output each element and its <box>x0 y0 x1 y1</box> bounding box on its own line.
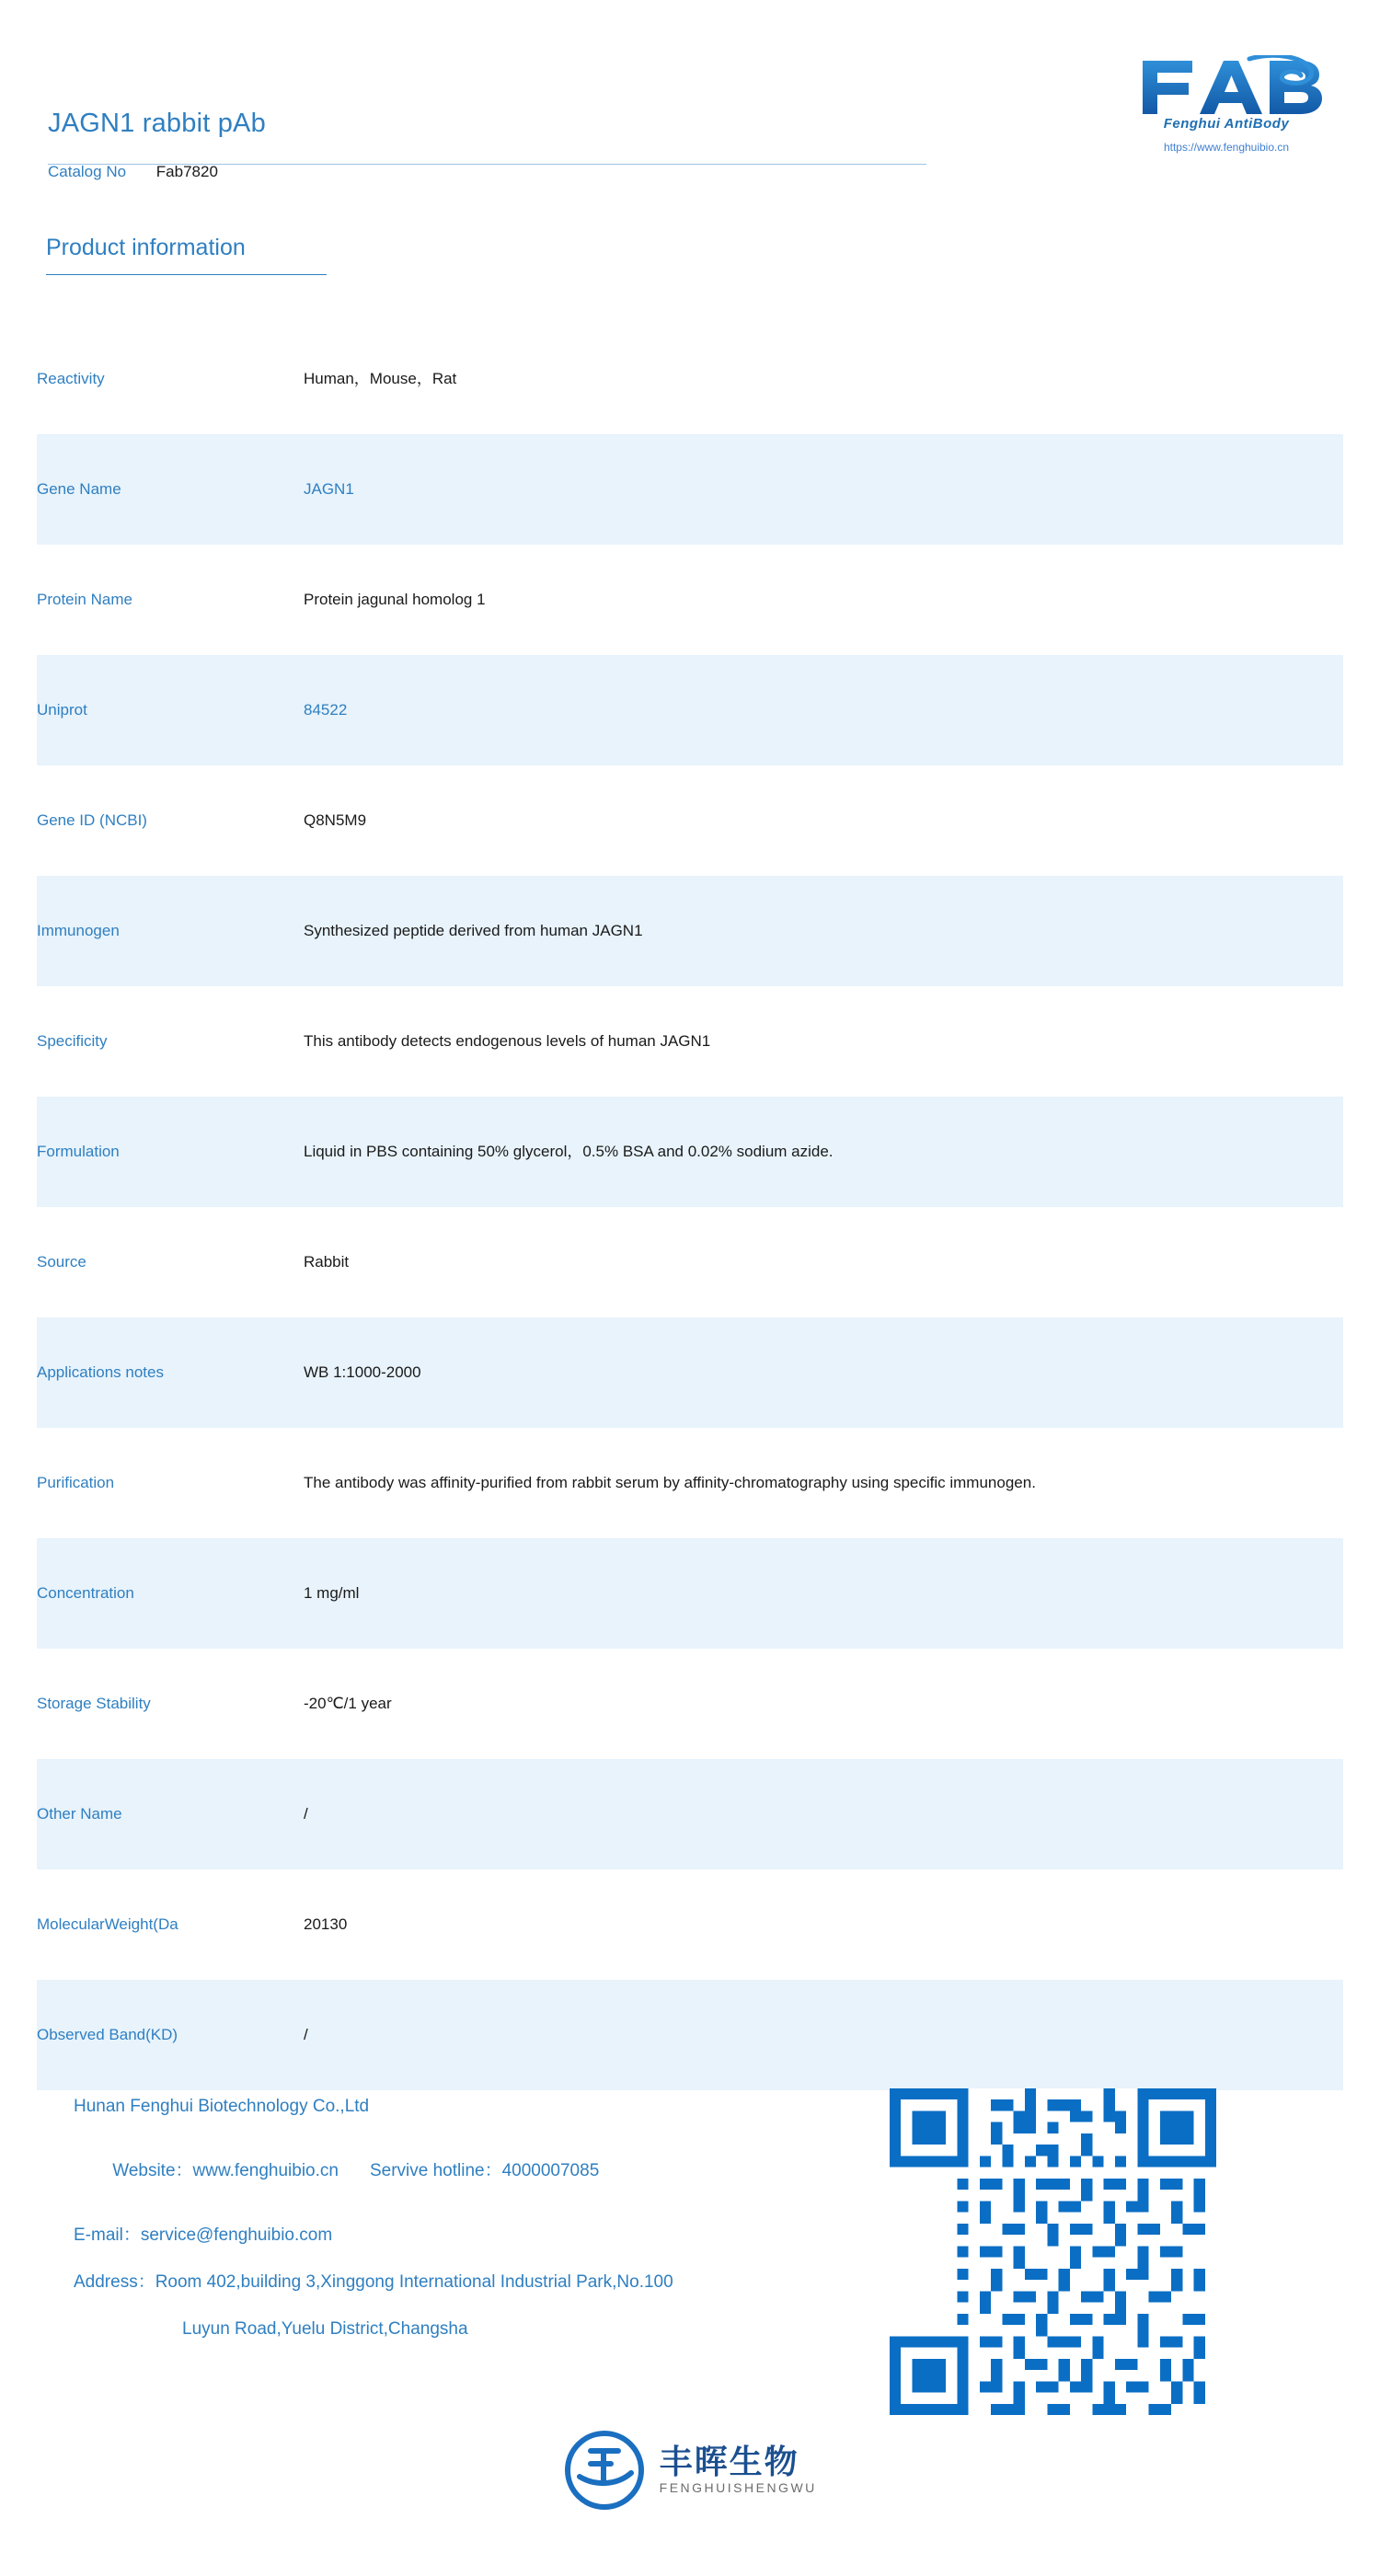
product-information-table <box>37 324 1343 2090</box>
footer-website-hotline <box>74 2145 957 2197</box>
row-value: WB 1:1000-2000 <box>304 1363 421 1381</box>
row-value: / <box>304 2025 308 2043</box>
row-label: Gene Name <box>37 480 121 498</box>
qr-code-icon <box>890 2088 1216 2415</box>
row-value: Liquid in PBS containing 50% glycerol，0.5% BSA and 0.02% sodium azide. <box>304 1142 834 1160</box>
row-value: / <box>304 1804 308 1823</box>
bottom-logo-inner <box>563 2429 817 2525</box>
table-row <box>37 1317 1343 1428</box>
fab-logo-icon <box>1111 55 1341 120</box>
row-label: Concentration <box>37 1584 134 1602</box>
section-heading-underline <box>46 274 327 275</box>
table-row <box>37 1869 1343 1980</box>
row-label: Protein Name <box>37 591 132 608</box>
table-row <box>37 1097 1343 1207</box>
catalog-value: Fab7820 <box>155 163 218 180</box>
table-row <box>37 1428 1343 1538</box>
row-value: Rabbit <box>304 1252 350 1271</box>
bottom-logo-en: FENGHUISHENGWU <box>659 2479 817 2495</box>
table-row <box>37 876 1343 986</box>
footer-contact-block <box>74 2098 957 2367</box>
table-row <box>37 1759 1343 1869</box>
catalog-row <box>48 163 218 181</box>
table-row <box>37 324 1343 434</box>
row-label: Observed Band(KD) <box>37 2026 178 2043</box>
table-row <box>37 986 1343 1097</box>
table-row <box>37 765 1343 876</box>
row-label: Uniprot <box>37 701 87 719</box>
page-title: JAGN1 rabbit pAb <box>48 109 266 138</box>
table-row <box>37 1649 1343 1759</box>
row-label: Applications notes <box>37 1363 164 1381</box>
row-label: Formulation <box>37 1143 120 1160</box>
footer-address-line1: Address：Room 402,building 3,Xinggong International Industrial Park,No.100 <box>74 2272 673 2292</box>
row-label: Storage Stability <box>37 1695 151 1712</box>
logo-subtitle: Fenghui AntiBody <box>1163 116 1290 132</box>
row-label: Immunogen <box>37 922 120 939</box>
table-row <box>37 434 1343 545</box>
footer-hotline: Servive hotline：4000007085 <box>369 2161 600 2180</box>
table-body <box>37 324 1343 2090</box>
row-value: Q8N5M9 <box>304 811 367 829</box>
footer-address-line2: Luyun Road,Yuelu District,Changsha <box>182 2319 468 2339</box>
row-value: Human，Mouse，Rat <box>304 369 457 387</box>
footer-company: Hunan Fenghui Biotechnology Co.,Ltd <box>74 2097 370 2116</box>
footer-website: Website：www.fenghuibio.cn <box>112 2161 339 2180</box>
section-heading: Product information <box>46 235 246 260</box>
row-label: Reactivity <box>37 370 105 387</box>
row-label: MolecularWeight(Da <box>37 1915 178 1933</box>
table-row <box>37 545 1343 655</box>
row-value: 20130 <box>304 1915 348 1933</box>
footer-email: E-mail：service@fenghuibio.com <box>74 2225 333 2245</box>
table-row <box>37 655 1343 765</box>
table-row <box>37 1538 1343 1649</box>
bottom-brand-logo <box>0 2429 1380 2525</box>
row-label: Other Name <box>37 1805 122 1823</box>
logo-url: https://www.fenghuibio.cn <box>1163 141 1290 154</box>
row-value: 84522 <box>304 700 348 719</box>
row-value: Synthesized peptide derived from human JAGN1 <box>304 921 643 939</box>
document-footer <box>0 2070 1380 2374</box>
bottom-logo-text <box>660 2444 817 2497</box>
fenghui-mark-icon <box>563 2429 646 2512</box>
row-label: Source <box>37 1253 86 1271</box>
row-value: Protein jagunal homolog 1 <box>304 590 486 608</box>
row-value: This antibody detects endogenous levels of human JAGN1 <box>304 1031 711 1050</box>
row-label: Purification <box>37 1474 115 1491</box>
brand-logo <box>1111 55 1341 170</box>
catalog-label: Catalog No <box>48 163 127 180</box>
row-label: Specificity <box>37 1032 108 1050</box>
row-label: Gene ID (NCBI) <box>37 811 147 829</box>
row-value: -20℃/1 year <box>304 1694 392 1712</box>
row-value: JAGN1 <box>304 479 354 498</box>
row-value: The antibody was affinity-purified from rabbit serum by affinity-chromatography using specific immunogen. <box>304 1473 1036 1491</box>
table-row <box>37 1207 1343 1317</box>
bottom-logo-cn: 丰晖生物 <box>659 2443 799 2481</box>
row-value: 1 mg/ml <box>304 1583 360 1602</box>
